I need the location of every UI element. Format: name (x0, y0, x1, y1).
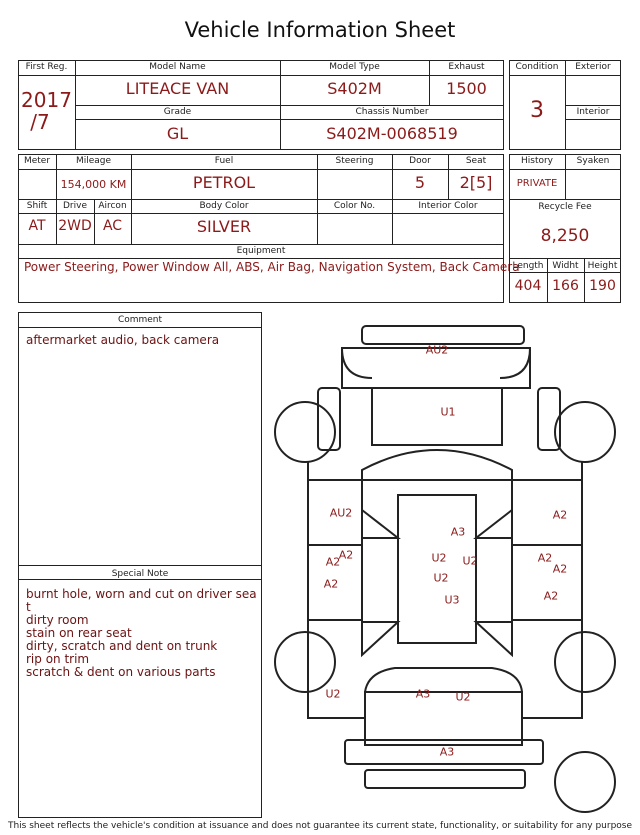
damage-mark: A2 (325, 555, 341, 569)
special-note-item: stain on rear seat (26, 626, 132, 640)
grade-value: GL (166, 124, 189, 143)
sheet-title: Vehicle Information Sheet (184, 18, 456, 42)
damage-mark: U2 (462, 554, 478, 568)
recycle-fee-value: 8,250 (540, 226, 590, 246)
equipment-value: Power Steering, Power Window All, ABS, Air Bag, Navigation System, Back Camera (24, 260, 520, 274)
damage-mark: A2 (552, 508, 568, 522)
damage-mark: A2 (338, 548, 354, 562)
exterior-label: Exterior (575, 62, 611, 72)
damage-mark: U2 (433, 571, 449, 585)
comment-text: aftermarket audio, back camera (26, 333, 220, 347)
model-type-value: S402M (327, 79, 382, 98)
fuel-label: Fuel (214, 156, 234, 166)
equipment-label: Equipment (236, 246, 286, 256)
damage-mark: AU2 (425, 343, 449, 357)
damage-mark: A3 (415, 687, 431, 701)
syaken-label: Syaken (576, 156, 610, 166)
length-value: 404 (514, 278, 542, 294)
interior-label: Interior (576, 107, 610, 117)
damage-mark: A2 (552, 562, 568, 576)
door-value: 5 (414, 173, 426, 192)
body-color-label: Body Color (199, 201, 249, 211)
history-label: History (520, 156, 554, 166)
interior-color-label: Interior Color (418, 201, 478, 211)
chassis-number-label: Chassis Number (355, 107, 429, 117)
disclaimer-footer: This sheet reflects the vehicle's condition at issuance and does not guarantee its current state, functionality, or suitability for any purpose (7, 821, 633, 831)
recycle-fee-label: Recycle Fee (538, 202, 592, 212)
model-name-value: LITEACE VAN (125, 79, 230, 98)
special-note-item: burnt hole, worn and cut on driver sea (26, 587, 257, 601)
damage-mark: U2 (431, 551, 447, 565)
height-label: Height (587, 261, 618, 271)
damage-mark: A2 (323, 577, 339, 591)
special-note-label: Special Note (111, 569, 169, 579)
drive-label: Drive (63, 201, 87, 211)
damage-mark: A2 (537, 551, 553, 565)
shift-label: Shift (26, 201, 48, 211)
aircon-label: Aircon (98, 201, 127, 211)
steering-label: Steering (335, 156, 374, 166)
meter-label: Meter (23, 156, 51, 166)
body-color-value: SILVER (196, 217, 252, 236)
damage-mark: U2 (325, 687, 341, 701)
special-note-item: dirty room (26, 613, 89, 627)
grade-label: Grade (163, 107, 192, 117)
length-label: Length (512, 261, 544, 271)
vehicle-diagram (268, 318, 628, 818)
damage-mark: A2 (543, 589, 559, 603)
comment-label: Comment (117, 315, 163, 325)
special-note-item: dirty, scratch and dent on trunk (26, 639, 218, 653)
width-value: 166 (552, 278, 579, 294)
drive-value: 2WD (58, 218, 92, 234)
model-name-label: Model Name (149, 62, 206, 72)
damage-mark: U2 (455, 690, 471, 704)
height-value: 190 (589, 278, 616, 294)
color-no-label: Color No. (333, 201, 376, 211)
exhaust-value: 1500 (446, 79, 487, 98)
door-label: Door (409, 156, 431, 166)
mileage-label: Mileage (75, 156, 112, 166)
history-value: PRIVATE (516, 178, 558, 189)
width-label: Widht (552, 261, 579, 271)
special-note-item: rip on trim (26, 652, 90, 666)
exhaust-label: Exhaust (448, 62, 485, 72)
condition-value: 3 (530, 98, 544, 123)
seat-label: Seat (465, 156, 487, 166)
damage-mark: U1 (440, 405, 456, 419)
aircon-value: AC (102, 218, 123, 234)
condition-label: Condition (515, 62, 559, 72)
first-reg-year: 2017 (21, 88, 72, 112)
chassis-number-value: S402M-0068519 (326, 124, 458, 143)
model-type-label: Model Type (329, 62, 380, 72)
damage-mark: A3 (439, 745, 455, 759)
special-note-item: t (26, 600, 31, 614)
first-reg-month: /7 (30, 110, 50, 134)
comment-panel (18, 312, 262, 818)
seat-value: 2[5] (459, 173, 493, 192)
first-reg-label: First Reg. (25, 62, 68, 72)
special-note-list (26, 588, 258, 679)
fuel-value: PETROL (192, 173, 256, 192)
mileage-value: 154,000 KM (60, 178, 127, 191)
shift-value: AT (28, 218, 46, 234)
damage-mark: A3 (450, 525, 466, 539)
special-note-item: scratch & dent on various parts (26, 665, 216, 679)
damage-mark: AU2 (329, 506, 353, 520)
damage-mark: U3 (444, 593, 460, 607)
